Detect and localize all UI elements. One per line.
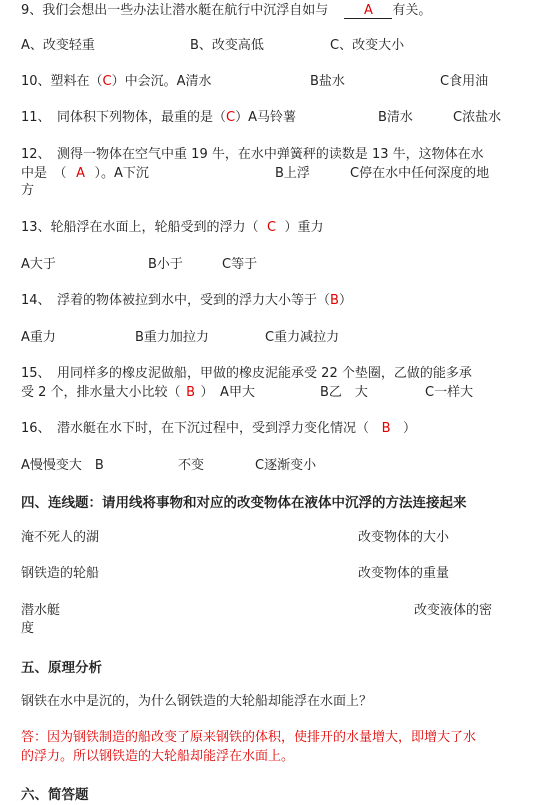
- match-left-3: 潜水艇: [21, 603, 61, 618]
- match-right-3: 改变液体的密: [414, 603, 493, 618]
- question-text: 受 2 个，排水量大小比较（: [21, 385, 181, 400]
- answer-mark: C: [226, 110, 236, 125]
- question-15-line2: [21, 383, 255, 402]
- question-13: [21, 218, 324, 237]
- section-6-title: 六、简答题: [21, 787, 89, 803]
- analysis-question: 钢铁在水中是沉的，为什么钢铁造的大轮船却能浮在水面上？: [21, 694, 373, 709]
- question-text: 13、轮船浮在水面上，轮船受到的浮力（: [21, 220, 259, 235]
- question-12-line1: 12、 测得一物体在空气中重 19 牛，在水中弹簧秤的读数是 13 牛，这物体在水: [21, 147, 484, 162]
- match-left-2: 钢铁造的轮船: [21, 566, 100, 581]
- option-c: C一样大: [425, 385, 474, 400]
- option-b: B重力加拉力: [135, 330, 209, 345]
- question-14: [21, 291, 352, 310]
- match-right-2: 改变物体的重量: [358, 566, 450, 581]
- option-a: ） A甲大: [200, 385, 255, 400]
- section-4-title: 四、连线题：请用线将事物和对应的改变物体在液体中沉浮的方法连接起来: [21, 495, 467, 511]
- option-b: B小于: [148, 257, 183, 272]
- match-left-1: 淹不死人的湖: [21, 530, 100, 545]
- option-b: B乙 大: [320, 385, 368, 400]
- question-suffix: 有关。: [392, 3, 432, 18]
- question-11: [21, 108, 296, 127]
- option-b: 不变: [178, 458, 205, 473]
- question-text: 16、 潜水艇在水下时，在下沉过程中，受到浮力变化情况（: [21, 421, 370, 436]
- answer-mark: B: [381, 421, 391, 436]
- answer-mark: C: [102, 74, 112, 89]
- answer-mark: A: [363, 3, 373, 18]
- option-b: B清水: [378, 110, 413, 125]
- question-text: 9、我们会想出一些办法让潜水艇在航行中沉浮自如与: [21, 3, 329, 18]
- question-text: 14、 浮着的物体被拉到水中，受到的浮力大小等于（: [21, 293, 331, 308]
- option-a: A慢慢变大 B: [21, 458, 104, 473]
- question-text: 11、 同体积下列物体，最重的是（: [21, 110, 227, 125]
- option-c: C等于: [222, 257, 258, 272]
- analysis-answer-line1: 答：因为钢铁制造的船改变了原来钢铁的体积，使排开的水量增大，即增大了水: [21, 730, 477, 745]
- option-a: ）。A下沉: [94, 166, 149, 181]
- option-c: C重力减拉力: [265, 330, 340, 345]
- question-suffix: ）: [338, 293, 352, 308]
- answer-mark: C: [267, 220, 277, 235]
- answer-mark: B: [330, 293, 339, 308]
- question-12-line2: [21, 164, 149, 183]
- option-a: A重力: [21, 330, 56, 345]
- option-c: C浓盐水: [453, 110, 502, 125]
- question-15-line1: 15、 用同样多的橡皮泥做船，甲做的橡皮泥能承受 22 个垫圈，乙做的能多承: [21, 366, 472, 381]
- question-12-line3: 方: [21, 183, 35, 198]
- answer-mark: B: [186, 385, 195, 400]
- option-b: B、改变高低: [190, 38, 264, 53]
- option-a: ）中会沉。A清水: [111, 74, 212, 89]
- match-right-3-wrap: 度: [21, 621, 35, 636]
- question-9: [21, 1, 431, 20]
- answer-mark: A: [76, 166, 85, 181]
- question-16: [21, 419, 416, 438]
- question-suffix: ）重力: [284, 220, 324, 235]
- question-suffix: ）: [403, 421, 417, 436]
- analysis-answer-line2: 的浮力。所以钢铁造的大轮船却能浮在水面上。: [21, 749, 295, 764]
- option-b: B上浮: [275, 166, 310, 181]
- option-a: ）A马铃薯: [235, 110, 297, 125]
- option-a: A、改变轻重: [21, 38, 95, 53]
- option-c: C食用油: [440, 74, 489, 89]
- question-text: 10、塑料在（: [21, 74, 103, 89]
- option-a: A大于: [21, 257, 56, 272]
- question-10: [21, 72, 212, 91]
- option-c: C、改变大小: [330, 38, 405, 53]
- option-b: B盐水: [310, 74, 345, 89]
- match-right-1: 改变物体的大小: [358, 530, 450, 545]
- option-c: C停在水中任何深度的地: [350, 166, 490, 181]
- question-text: 中是 （: [21, 166, 67, 181]
- option-c: C逐渐变小: [255, 458, 317, 473]
- section-5-title: 五、原理分析: [21, 660, 102, 676]
